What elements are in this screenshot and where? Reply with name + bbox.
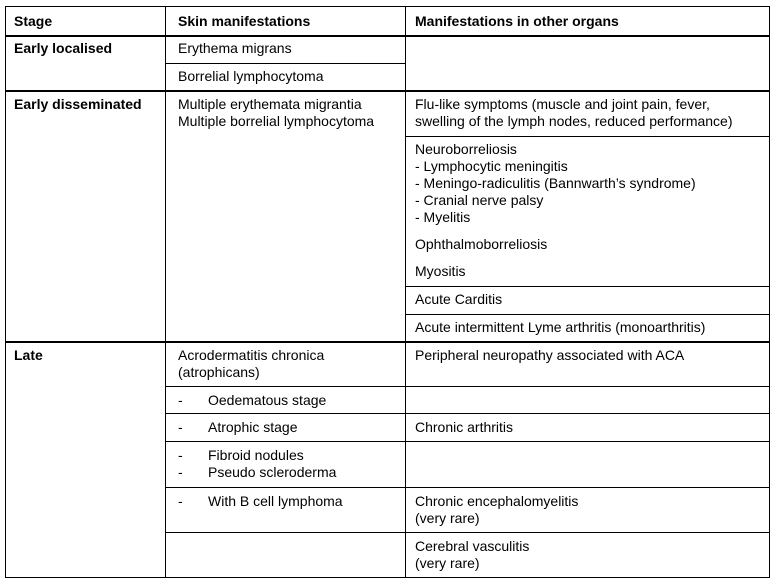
other-flu-line-1: Flu-like symptoms (muscle and joint pain, fever,: [415, 96, 710, 112]
skin-pseudo-scleroderma: Pseudo scleroderma: [208, 464, 337, 480]
list-dash: -: [178, 392, 183, 408]
header-skin: Skin manifestations: [178, 13, 311, 29]
other-encephalomyelitis-line-1: Chronic encephalomyelitis: [415, 493, 579, 509]
stage-early-localised: Early localised: [14, 40, 113, 56]
neuro-item: - Myelitis: [415, 209, 471, 225]
row-divider: [405, 286, 770, 287]
other-myositis: Myositis: [415, 263, 466, 279]
other-encephalomyelitis-line-2: (very rare): [415, 510, 480, 526]
stage-early-disseminated: Early disseminated: [14, 96, 142, 112]
row-divider: [165, 441, 770, 442]
list-dash: -: [178, 419, 183, 435]
skin-aca-line-1: Acrodermatitis chronica: [178, 347, 325, 363]
skin-multiple-lymphocytoma: Multiple borrelial lymphocytoma: [178, 113, 375, 129]
row-divider: [165, 63, 405, 64]
skin-multiple-erythemata: Multiple erythemata migrantia: [178, 96, 362, 112]
skin-b-cell-lymphoma: With B cell lymphoma: [208, 493, 343, 509]
header-divider: [5, 35, 770, 37]
other-acute-carditis: Acute Carditis: [415, 291, 503, 307]
section-divider: [5, 90, 770, 92]
skin-aca-line-2: (atrophicans): [178, 364, 260, 380]
other-chronic-arthritis: Chronic arthritis: [415, 419, 514, 435]
other-vasculitis-line-1: Cerebral vasculitis: [415, 538, 530, 554]
other-lyme-arthritis: Acute intermittent Lyme arthritis (monoarthritis): [415, 319, 706, 335]
other-peripheral-neuropathy: Peripheral neuropathy associated with ACA: [415, 347, 685, 363]
header-other: Manifestations in other organs: [415, 13, 619, 29]
table-border-top: [5, 6, 770, 7]
other-vasculitis-line-2: (very rare): [415, 555, 480, 571]
list-dash: -: [178, 447, 183, 463]
neuro-item: - Lymphocytic meningitis: [415, 158, 568, 174]
skin-borrelial-lymphocytoma: Borrelial lymphocytoma: [178, 68, 324, 84]
skin-oedematous-stage: Oedematous stage: [208, 392, 327, 408]
other-ophthalmoborreliosis: Ophthalmoborreliosis: [415, 236, 548, 252]
neuro-item: - Cranial nerve palsy: [415, 192, 544, 208]
other-flu-line-2: swelling of the lymph nodes, reduced performance): [415, 113, 733, 129]
header-stage: Stage: [14, 13, 53, 29]
row-divider: [165, 532, 770, 533]
skin-fibroid-nodules: Fibroid nodules: [208, 447, 304, 463]
row-divider: [165, 386, 770, 387]
skin-atrophic-stage: Atrophic stage: [208, 419, 298, 435]
table-border-bottom: [5, 577, 770, 578]
skin-erythema-migrans: Erythema migrans: [178, 40, 292, 56]
list-dash: -: [178, 493, 183, 509]
row-divider: [405, 314, 770, 315]
list-dash: -: [178, 464, 183, 480]
stage-late: Late: [14, 347, 43, 363]
other-neuroborreliosis: Neuroborreliosis: [415, 141, 517, 157]
lyme-manifestations-table: [5, 6, 770, 578]
section-divider: [5, 341, 770, 343]
row-divider: [405, 136, 770, 137]
row-divider: [165, 413, 770, 414]
row-divider: [165, 487, 770, 488]
neuro-item: - Meningo-radiculitis (Bannwarth’s syndrome): [415, 175, 696, 191]
